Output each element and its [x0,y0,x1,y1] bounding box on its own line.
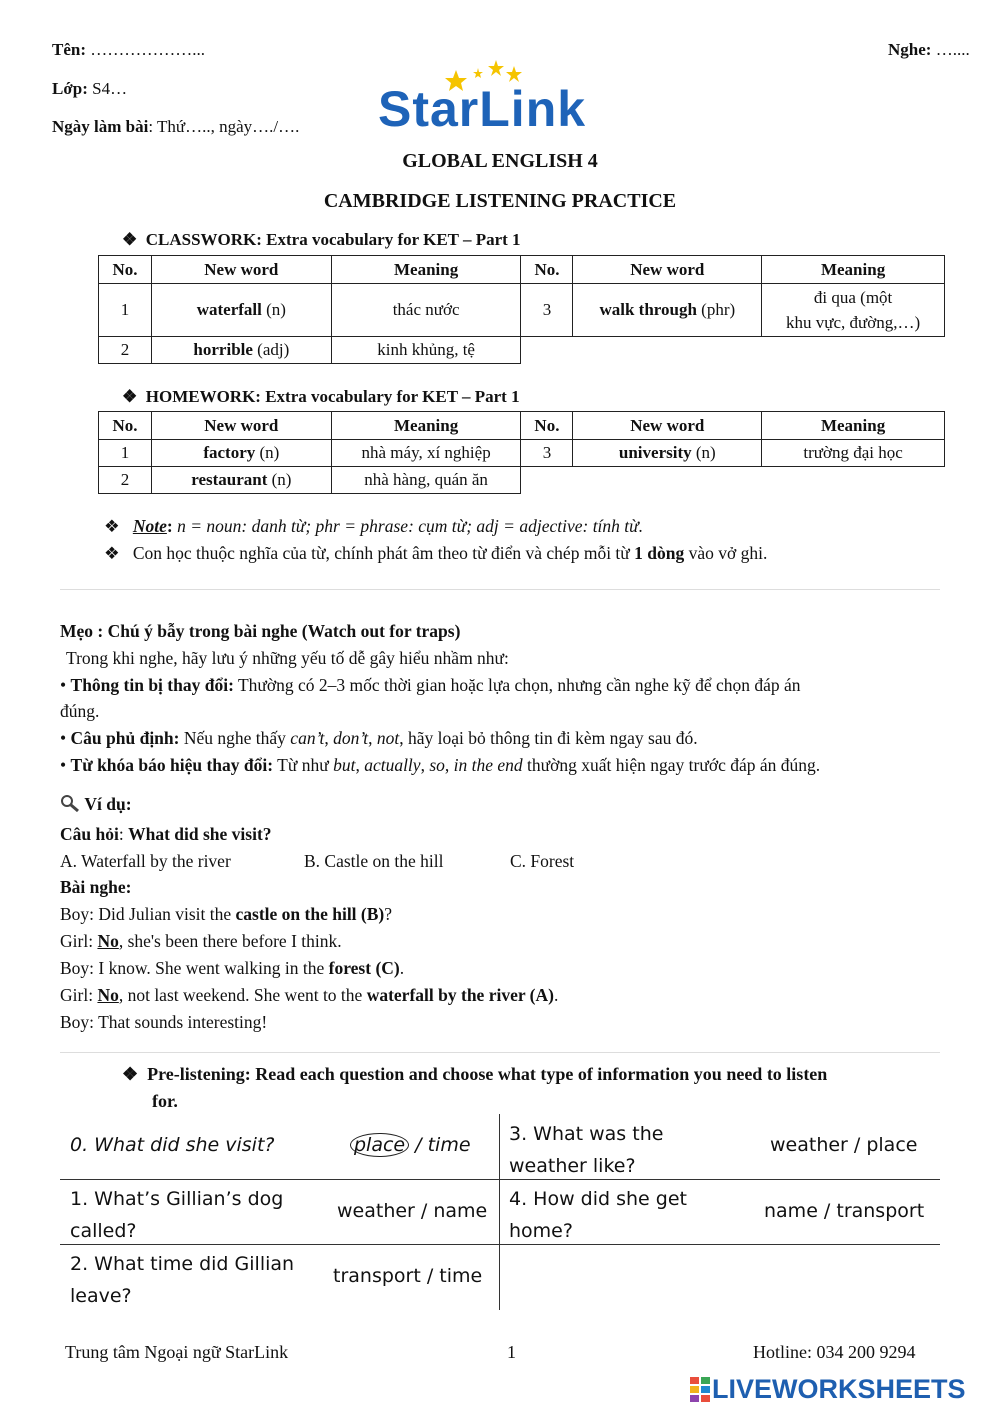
divider [60,589,940,590]
class-line: Lớp: S4… [52,79,128,98]
question-3: 3. What was the weather like? [509,1123,664,1177]
table-header-row: No. New word Meaning No. New word Meaning [99,256,945,284]
example-option-b: B. Castle on the hill [304,851,444,871]
listen-line: Nghe: ….... [888,40,970,59]
example-label: Ví dụ: [60,794,132,815]
lws-grid-icon [690,1377,712,1403]
example-option-a: A. Waterfall by the river [60,851,231,871]
transcript-line: Girl: No, she's been there before I think. [60,931,342,951]
transcript-line: Boy: That sounds interesting! [60,1012,268,1032]
transcript-line: Girl: No, not last weekend. She went to the waterfall by the river (A). [60,985,559,1005]
divider [60,1052,940,1053]
bullet-diamond-icon: ❖ [122,1064,139,1084]
audio-label: Bài nghe: [60,877,132,897]
table-header-row: No. New word Meaning No. New word Meaning [99,412,945,440]
answer-2[interactable]: transport / time [333,1265,483,1287]
table-row: 1 waterfall (n) thác nước 3 walk through (phr) đi qua (một khu vực, đường,…) [99,284,945,337]
example-option-c: C. Forest [510,851,575,871]
lws-brand-text: LIVEWORKSHEETS [712,1374,966,1404]
grid-hline [60,1179,940,1180]
note-line: ❖ Note: n = noun: danh từ; phr = phrase: cụm từ; adj = adjective: tính từ. [104,516,644,536]
tips-intro: Trong khi nghe, hãy lưu ý những yếu tố dễ gây hiểu nhầm như: [66,648,509,668]
bullet-diamond-icon: ❖ [104,516,120,536]
bullet-diamond-icon: ❖ [122,230,138,249]
prelisten-heading-cont: for. [152,1091,178,1111]
example-question: Câu hỏi: What did she visit? [60,824,272,844]
date-line: Ngày làm bài: Thứ….., ngày…./…. [52,117,300,136]
transcript-line: Boy: I know. She went walking in the forest (C). [60,958,405,978]
tip-item: • Từ khóa báo hiệu thay đổi: Từ như but, actually, so, in the end thường xuất hiện ngay trước đáp án đúng. [60,755,821,775]
answer-1[interactable]: weather / name [337,1200,488,1222]
grid-vline [499,1114,500,1310]
bullet-diamond-icon: ❖ [104,543,120,563]
question-4: 4. How did she get home? [509,1188,687,1242]
question-1: 1. What’s Gillian’s dog called? [70,1188,284,1242]
name-line: Tên: ………………... [52,40,205,59]
starlink-logo [378,58,628,138]
instruction-line: ❖ Con học thuộc nghĩa của từ, chính phát âm theo từ điển và chép mỗi từ 1 dòng vào vở ghi. [104,543,768,563]
tip-item: • Câu phủ định: Nếu nghe thấy can’t, don’t, not, hãy loại bỏ thông tin đi kèm ngay sau đó. [60,728,698,748]
footer-center-name: Trung tâm Ngoại ngữ StarLink [65,1342,289,1362]
classwork-heading: ❖ CLASSWORK: Extra vocabulary for KET – Part 1 [122,230,521,249]
classwork-table [98,255,945,364]
question-2: 2. What time did Gillian leave? [70,1253,295,1307]
page-title: GLOBAL ENGLISH 4 [402,150,598,172]
transcript-line: Boy: Did Julian visit the castle on the hill (B)? [60,904,393,924]
tip-item: • Thông tin bị thay đổi: Thường có 2–3 mốc thời gian hoặc lựa chọn, nhưng cần nghe kỹ để chọn đáp án [60,675,801,695]
homework-heading: ❖ HOMEWORK: Extra vocabulary for KET – Part 1 [122,387,520,406]
table-row: 1 factory (n) nhà máy, xí nghiệp 3 university (n) trường đại học [99,440,945,467]
logo-text: StarLink [378,81,587,137]
question-0: 0. What did she visit? [70,1134,275,1156]
table-row: 2 horrible (adj) kinh khủng, tệ [99,337,945,364]
answer-0[interactable]: place / time [350,1134,471,1156]
circled-answer: place [350,1133,409,1157]
prelisten-heading: ❖ Pre-listening: Read each question and choose what type of information you need to listen [122,1064,828,1084]
page-subtitle: CAMBRIDGE LISTENING PRACTICE [323,190,677,212]
table-row: 2 restaurant (n) nhà hàng, quán ăn [99,467,945,494]
homework-table [98,411,945,494]
page-number: 1 [507,1342,516,1362]
name-blank[interactable]: ………………... [90,40,205,59]
tip-item-cont: đúng. [60,701,100,721]
bullet-diamond-icon: ❖ [122,387,138,406]
magnifier-icon [60,794,80,812]
footer-hotline: Hotline: 034 200 9294 [753,1342,916,1362]
tips-title: Mẹo : Chú ý bẫy trong bài nghe (Watch out for traps) [60,621,461,641]
answer-3[interactable]: weather / place [770,1134,918,1156]
answer-4[interactable]: name / transport [764,1200,925,1222]
